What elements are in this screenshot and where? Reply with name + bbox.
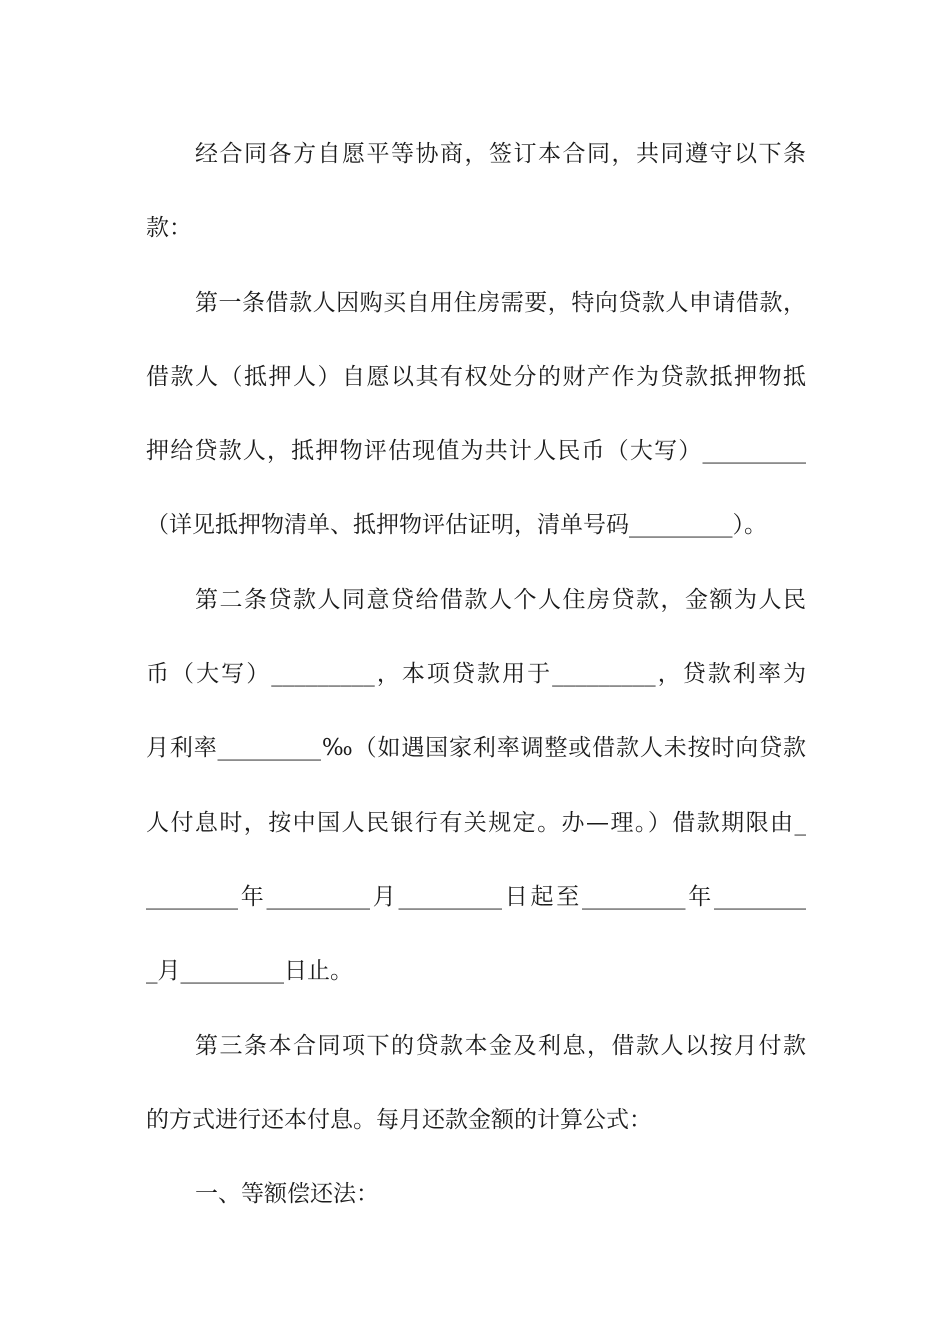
section-heading-equal-payment: 一、等额偿还法： [195,1181,379,1207]
article-1-line-2: 借款人（抵押人）自愿以其有权处分的财产作为贷款抵押物抵 [146,364,806,390]
article-2-line-1: 第二条贷款人同意贷给借款人个人住房贷款，金额为人民 [195,587,806,613]
article-1-line-1: 第一条借款人因购买自用住房需要，特向贷款人申请借款， [195,290,806,316]
article-3-line-2: 的方式进行还本付息。每月还款金额的计算公式： [146,1107,652,1133]
article-1-line-4: （详见抵押物清单、抵押物评估证明，清单号码_________）。 [146,512,767,538]
paragraph-intro-line-2: 款： [146,215,192,241]
article-1-line-3: 押给贷款人，抵押物评估现值为共计人民币（大写）_________ [146,438,806,464]
article-2-line-3: 月利率_________‰（如遇国家利率调整或借款人未按时向贷款 [146,735,806,761]
article-2-line-6: _月_________日止。 [146,958,353,984]
paragraph-intro-line-1: 经合同各方自愿平等协商，签订本合同，共同遵守以下条 [195,141,806,167]
article-2-line-2: 币（大写）_________，本项贷款用于_________，贷款利率为 [146,661,806,687]
article-2-line-4: 人付息时，按中国人民银行有关规定。办—理。）借款期限由_ [146,810,806,836]
article-2-line-5: ________年_________月_________日起至_________年________ [146,884,806,910]
article-3-line-1: 第三条本合同项下的贷款本金及利息，借款人以按月付款 [195,1033,806,1059]
